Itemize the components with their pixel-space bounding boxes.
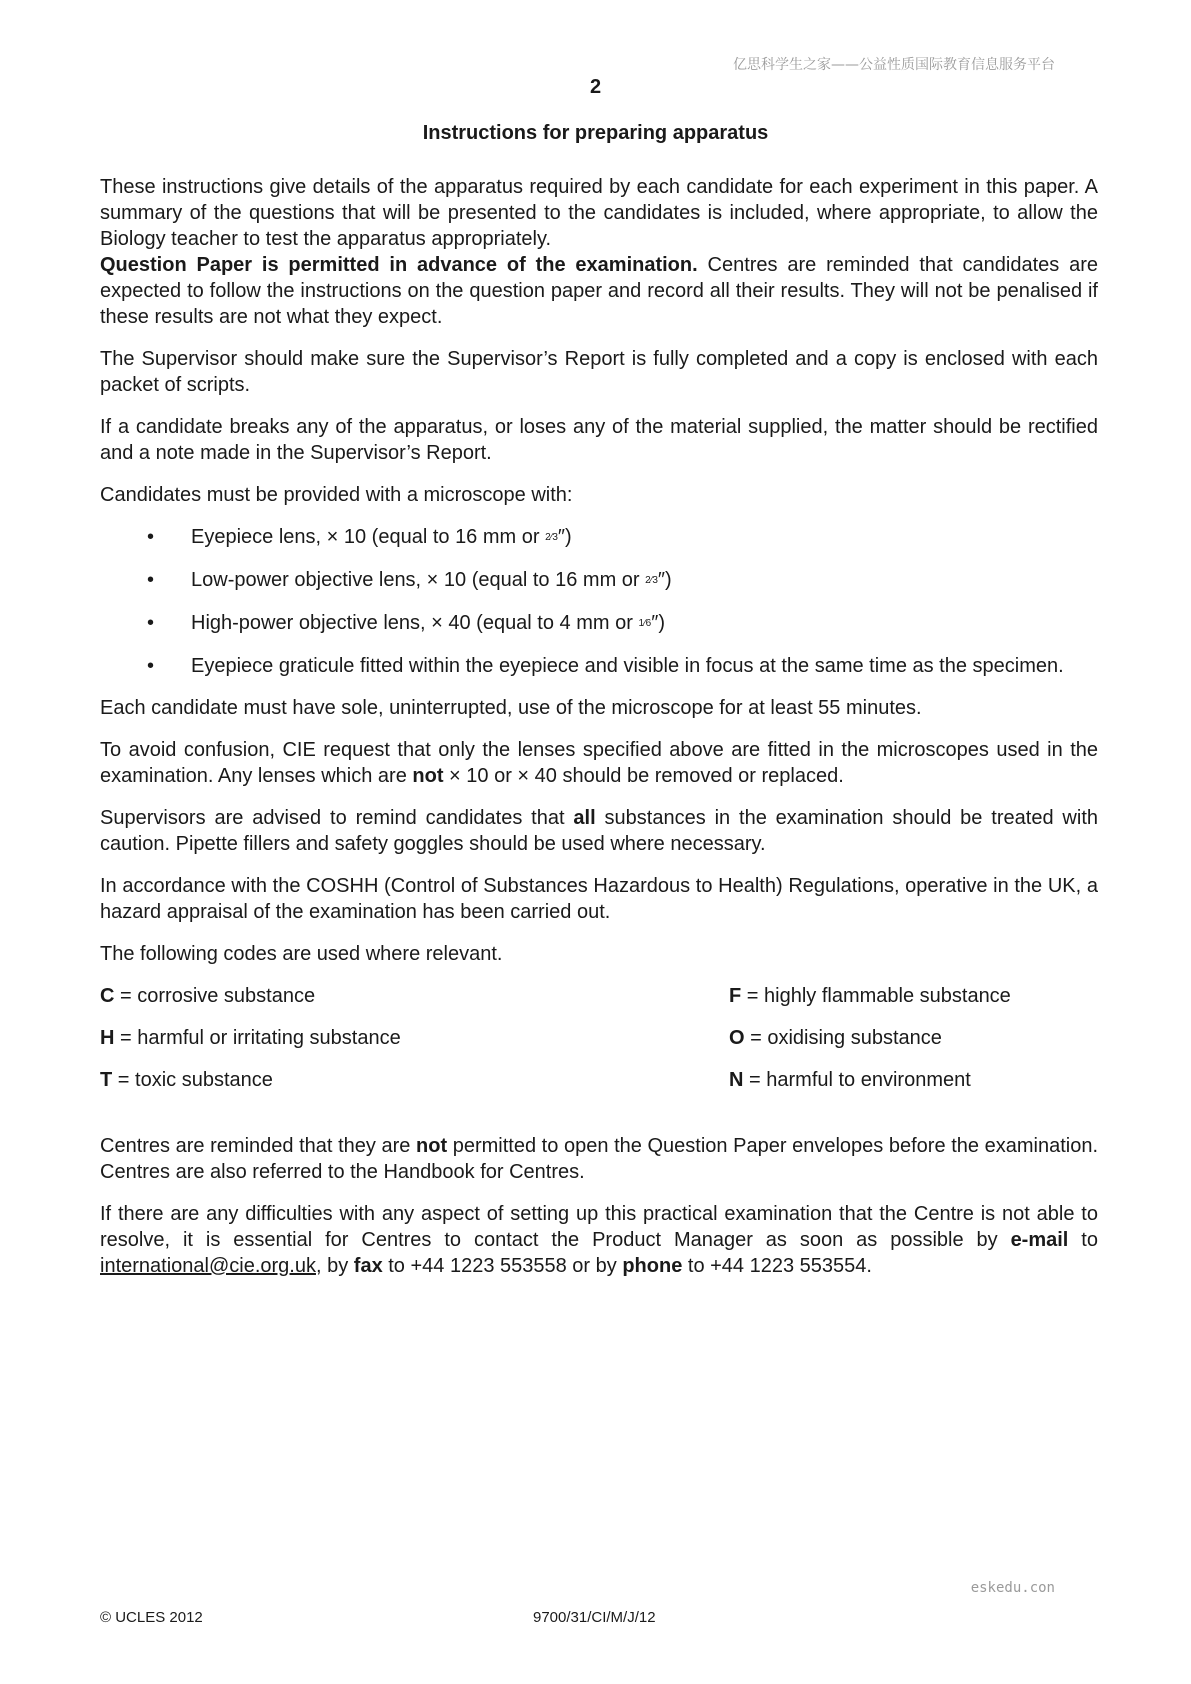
hazard-code: F [729, 985, 742, 1007]
confusion-text-a: To avoid confusion, CIE request that only the lenses specified above are fitted in the microscopes used in the examination. Any lenses which are [100, 739, 1098, 787]
list-item-tail: ″) [557, 526, 572, 548]
hazard-code-item [729, 983, 1098, 1009]
document-body [100, 174, 1098, 1295]
envelopes-text-a: Centres are reminded that they are [100, 1135, 417, 1157]
contact-to: to [1068, 1229, 1098, 1251]
permission-paragraph [100, 252, 1098, 330]
bullet-icon: • [147, 526, 155, 548]
page-heading: Instructions for preparing apparatus [422, 122, 769, 144]
page-number: 2 [589, 76, 602, 98]
confusion-bold: not [412, 765, 444, 787]
hazard-code: N [729, 1069, 744, 1091]
bottom-watermark: eskedu.con [970, 1580, 1055, 1596]
permission-text: Centres are reminded that candidates are expected to follow the instructions on the question paper and record all their results. They will not be penalised if these results are not what they expect. [100, 254, 1098, 328]
footer-copyright: © UCLES 2012 [100, 1609, 203, 1626]
caution-paragraph [100, 805, 1098, 857]
phone-label: phone [622, 1255, 683, 1277]
hazard-desc: = highly flammable substance [741, 985, 1011, 1007]
intro-text: These instructions give details of the apparatus required by each candidate for each experiment in this paper. A summary of the questions that will be presented to the candidates is included, where appropriate, to allow the Biology teacher to test the apparatus appropriately. [100, 176, 1098, 250]
hazard-code-item [100, 1025, 729, 1051]
supervisor-paragraph: The Supervisor should make sure the Supervisor’s Report is fully completed and a copy is enclosed with each packet of scripts. [100, 348, 1098, 396]
list-item-text: Eyepiece lens, × 10 (equal to 16 mm or [191, 526, 546, 548]
email-label: e-mail [1010, 1229, 1069, 1251]
list-item-text: High-power objective lens, × 40 (equal to 4 mm or [191, 612, 639, 634]
fraction: 2⁄3 [645, 575, 658, 586]
hazard-desc: = harmful to environment [743, 1069, 971, 1091]
codes-intro-paragraph: The following codes are used where relevant. [100, 943, 503, 965]
list-item [100, 524, 1098, 551]
hazard-code: C [100, 985, 115, 1007]
list-item [100, 610, 1098, 637]
contact-by: , by [315, 1255, 354, 1277]
list-item [100, 567, 1098, 594]
hazard-desc: = corrosive substance [114, 985, 316, 1007]
envelopes-paragraph [100, 1133, 1098, 1185]
footer-paper-code: 9700/31/CI/M/J/12 [533, 1609, 656, 1626]
caution-text-a: Supervisors are advised to remind candidates that [100, 807, 574, 829]
microscope-paragraph: Candidates must be provided with a microscope with: [100, 484, 573, 506]
bullet-icon: • [147, 655, 155, 677]
caution-text-b: substances in the examination should be treated with caution. Pipette fillers and safety goggles should be used where necessary. [100, 807, 1098, 855]
bullet-icon: • [147, 569, 155, 591]
envelopes-text-b: permitted to open the Question Paper envelopes before the examination. Centres are also referred to the Handbook for Centres. [100, 1135, 1098, 1183]
envelopes-bold: not [416, 1135, 448, 1157]
fraction: 1⁄6 [638, 618, 652, 629]
permission-bold: Question Paper is permitted in advance of the examination. [100, 254, 698, 276]
list-item [100, 653, 1098, 679]
fraction: 2⁄3 [545, 532, 558, 543]
hazard-code: O [729, 1027, 745, 1049]
breaks-paragraph: If a candidate breaks any of the apparatus, or loses any of the material supplied, the matter should be rectified and a note made in the Supervisor’s Report. [100, 416, 1098, 464]
hazard-code-item [100, 983, 729, 1009]
list-item-tail: ″) [651, 612, 665, 634]
intro-paragraph [100, 174, 1098, 252]
coshh-paragraph: In accordance with the COSHH (Control of Substances Hazardous to Health) Regulations, operative in the UK, a hazard appraisal of the examination has been carried out. [100, 875, 1098, 923]
list-item-tail: ″) [657, 569, 672, 591]
fax-number: to +44 1223 553558 or by [382, 1255, 623, 1277]
top-watermark: 亿思科学生之家——公益性质国际教育信息服务平台 [733, 57, 1055, 73]
hazard-code: H [100, 1027, 115, 1049]
caution-bold: all [573, 807, 596, 829]
contact-text: If there are any difficulties with any aspect of setting up this practical examination that the Centre is not able to resolve, it is essential for Centres to contact the Product Manager as soon as possible by [100, 1203, 1098, 1251]
sole-use-paragraph: Each candidate must have sole, uninterrupted, use of the microscope for at least 55 minutes. [100, 697, 922, 719]
hazard-code-item [729, 1025, 1098, 1051]
hazard-code: T [100, 1069, 113, 1091]
microscope-list [100, 524, 1098, 679]
hazard-desc: = oxidising substance [744, 1027, 942, 1049]
confusion-paragraph [100, 737, 1098, 789]
fax-label: fax [353, 1255, 383, 1277]
hazard-code-item [100, 1067, 729, 1093]
hazard-code-item [729, 1067, 1098, 1093]
hazard-desc: = harmful or irritating substance [114, 1027, 401, 1049]
hazard-desc: = toxic substance [112, 1069, 273, 1091]
bullet-icon: • [147, 612, 155, 634]
list-item-text: Low-power objective lens, × 10 (equal to 16 mm or [191, 569, 646, 591]
phone-number: to +44 1223 553554. [682, 1255, 872, 1277]
contact-paragraph [100, 1201, 1098, 1279]
email-link[interactable]: international@cie.org.uk [100, 1255, 316, 1277]
list-item-text: Eyepiece graticule fitted within the eyepiece and visible in focus at the same time as the specimen. [191, 655, 1064, 677]
hazard-codes [100, 983, 1098, 1093]
confusion-text-b: × 10 or × 40 should be removed or replaced. [443, 765, 844, 787]
